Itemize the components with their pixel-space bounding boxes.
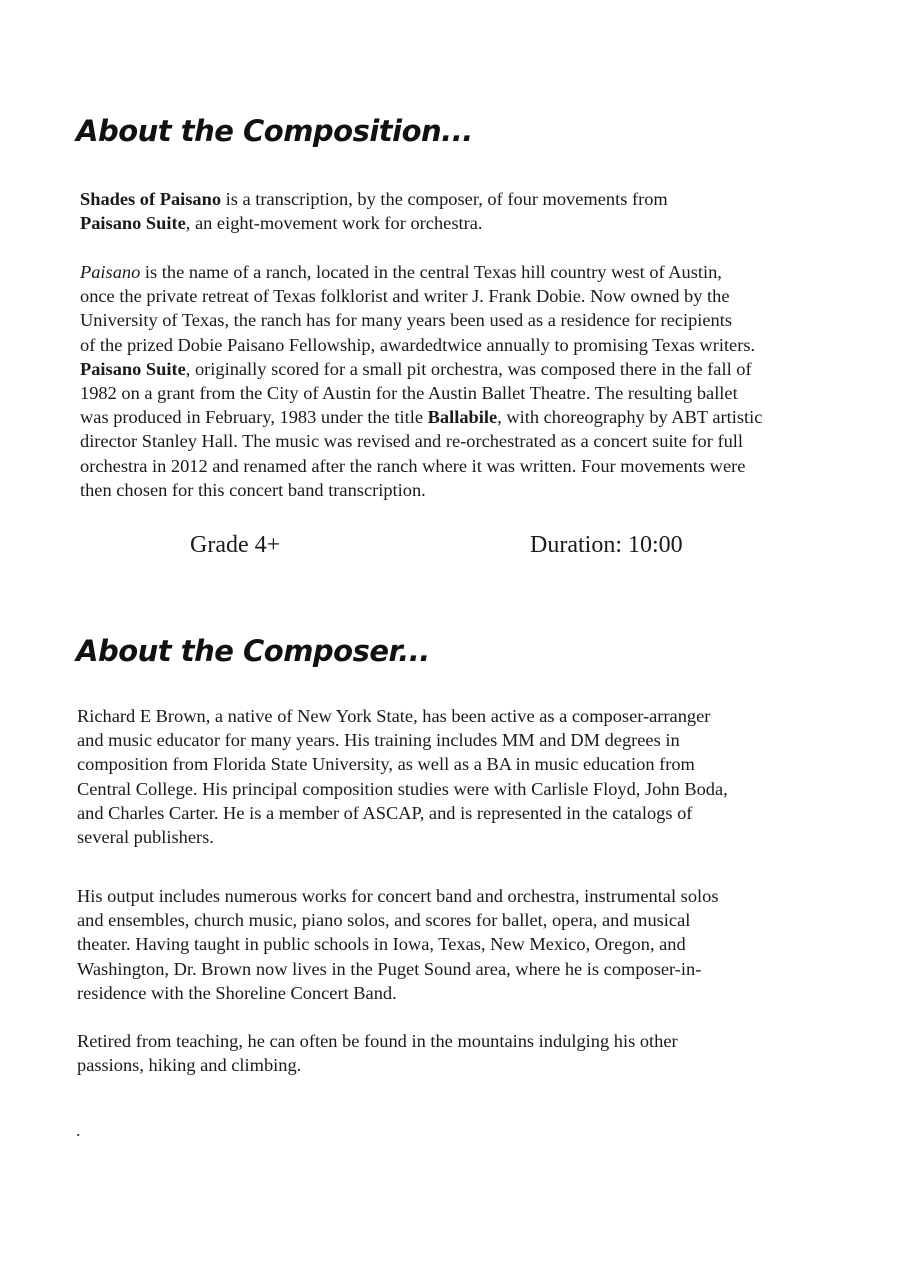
text-line: and ensembles, church music, piano solos, and scores for ballet, opera, and musical	[77, 910, 691, 931]
text-line: Washington, Dr. Brown now lives in the Puget Sound area, where he is composer-in-	[77, 958, 702, 979]
grade-label: Grade 4+	[190, 532, 281, 558]
text-line: composition from Florida State University, as well as a BA in music education from	[77, 754, 695, 775]
trailing-mark: .	[76, 1120, 81, 1140]
text-line	[80, 211, 668, 235]
composition-history-paragraph	[80, 260, 762, 502]
work-title: Shades of Paisano	[80, 189, 222, 209]
text-line: passions, hiking and climbing.	[77, 1055, 302, 1076]
text-line: and music educator for many years. His training includes MM and DM degrees in	[77, 730, 680, 751]
text-line: Central College. His principal composition studies were with Carlisle Floyd, John Boda,	[77, 778, 728, 799]
text-span: is a transcription, by the composer, of four movements from	[221, 189, 668, 209]
composition-intro-paragraph	[80, 187, 668, 235]
text-line: of the prized Dobie Paisano Fellowship, awardedtwice annually to promising Texas writers.	[80, 334, 756, 355]
composer-retirement-paragraph	[77, 1029, 678, 1077]
text-line	[80, 260, 762, 284]
text-span: is the name of a ranch, located in the central Texas hill country west of Austin,	[140, 262, 722, 282]
composition-heading: About the Composition...	[76, 114, 473, 148]
text-line: theater. Having taught in public schools in Iowa, Texas, New Mexico, Oregon, and	[77, 934, 686, 955]
composer-output-paragraph	[77, 884, 719, 1005]
text-line: residence with the Shoreline Concert Band.	[77, 982, 397, 1003]
ballet-title: Ballabile	[427, 407, 498, 428]
composer-bio-paragraph	[77, 704, 728, 849]
text-line: and Charles Carter. He is a member of ASCAP, and is represented in the catalogs of	[77, 802, 693, 823]
suite-title: Paisano Suite	[80, 358, 186, 379]
suite-title: Paisano Suite	[80, 213, 186, 234]
ranch-name: Paisano	[80, 262, 141, 282]
text-span: was produced in February, 1983 under the title	[80, 407, 428, 428]
text-line: several publishers.	[77, 827, 214, 848]
text-line: University of Texas, the ranch has for many years been used as a residence for recipients	[80, 310, 733, 331]
text-line: Retired from teaching, he can often be found in the mountains indulging his other	[77, 1031, 678, 1051]
duration-label: Duration: 10:00	[530, 532, 683, 558]
text-line: then chosen for this concert band transcription.	[80, 479, 426, 500]
text-line: 1982 on a grant from the City of Austin for the Austin Ballet Theatre. The resulting ballet	[80, 383, 738, 404]
text-line	[80, 187, 668, 211]
text-line: director Stanley Hall. The music was revised and re-orchestrated as a concert suite for full	[80, 431, 744, 452]
text-line: orchestra in 2012 and renamed after the ranch where it was written. Four movements were	[80, 455, 746, 476]
text-span: , with choreography by ABT artistic	[497, 407, 763, 428]
text-line: once the private retreat of Texas folklorist and writer J. Frank Dobie. Now owned by the	[80, 286, 730, 307]
composer-heading: About the Composer...	[76, 634, 430, 668]
text-span: , originally scored for a small pit orchestra, was composed there in the fall of	[185, 358, 752, 379]
text-line: His output includes numerous works for concert band and orchestra, instrumental solos	[77, 886, 719, 906]
text-line: Richard E Brown, a native of New York State, has been active as a composer-arranger	[77, 706, 711, 726]
text-line	[80, 405, 762, 429]
text-line	[80, 357, 762, 381]
text-span: , an eight-movement work for orchestra.	[185, 213, 483, 234]
